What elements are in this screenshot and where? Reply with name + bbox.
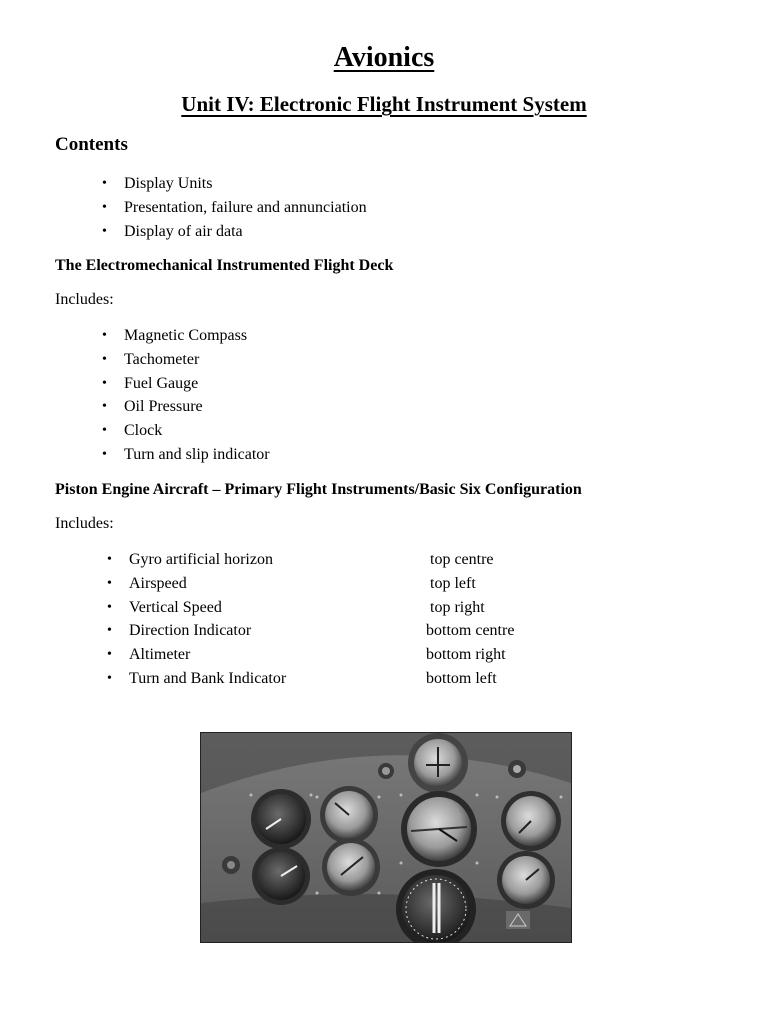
includes-label: Includes: [55, 291, 114, 308]
instrument-position: top right [430, 598, 485, 616]
list-item [107, 572, 559, 596]
instrument-position: bottom centre [426, 622, 515, 640]
instrument-name: Altimeter [129, 646, 191, 664]
list-item [107, 619, 559, 643]
bullet-icon: • [107, 623, 112, 639]
list-item: • Oil Pressure [124, 395, 270, 419]
instrument-name: Airspeed [129, 574, 187, 592]
bullet-icon: • [107, 575, 112, 591]
bullet-icon: • [102, 351, 107, 367]
list-item [107, 643, 559, 667]
bullet-icon: • [107, 647, 112, 663]
instrument-name: Vertical Speed [129, 598, 222, 616]
list-item [107, 548, 559, 572]
instrument-panel-illustration [201, 733, 571, 942]
includes-label: Includes: [55, 515, 114, 532]
instrument-name: Direction Indicator [129, 622, 252, 640]
contents-heading: Contents [55, 134, 128, 155]
list-item: • Clock [124, 419, 270, 443]
contents-list [102, 172, 367, 243]
bullet-icon: • [107, 599, 112, 615]
list-item: • Fuel Gauge [124, 372, 270, 396]
bullet-icon: • [107, 552, 112, 567]
bullet-icon: • [102, 423, 107, 439]
list-item [107, 596, 559, 620]
bullet-icon: • [102, 176, 107, 191]
basic-six-list [107, 548, 559, 691]
document-subtitle: Unit IV: Electronic Flight Instrument System [181, 92, 587, 116]
list-item: • Turn and slip indicator [124, 443, 270, 467]
bullet-icon: • [102, 328, 107, 343]
section-heading-piston-engine: Piston Engine Aircraft – Primary Flight Instruments/Basic Six Configuration [55, 481, 582, 498]
list-item [107, 667, 559, 691]
bullet-icon: • [102, 399, 107, 415]
bullet-icon: • [107, 670, 112, 686]
bullet-icon: • [102, 199, 107, 215]
instrument-position: top left [430, 574, 476, 592]
bullet-icon: • [102, 223, 107, 239]
instrument-position: bottom right [426, 646, 506, 664]
document-title: Avionics [333, 42, 435, 73]
instrument-name: Gyro artificial horizon [129, 551, 273, 568]
list-item: • Magnetic Compass [124, 324, 270, 348]
list-item: • Presentation, failure and annunciation [124, 196, 367, 220]
instrument-position: top centre [430, 551, 494, 568]
instrument-position: bottom left [426, 669, 497, 687]
list-item: • Tachometer [124, 348, 270, 372]
list-item: • Display Units [124, 172, 367, 196]
electromechanical-list [102, 324, 270, 467]
list-item: • Display of air data [124, 220, 367, 244]
bullet-icon: • [102, 446, 107, 462]
section-heading-electromechanical: The Electromechanical Instrumented Flight Deck [55, 257, 394, 274]
instrument-name: Turn and Bank Indicator [129, 669, 287, 687]
bullet-icon: • [102, 375, 107, 391]
instrument-panel-photo [200, 732, 572, 943]
